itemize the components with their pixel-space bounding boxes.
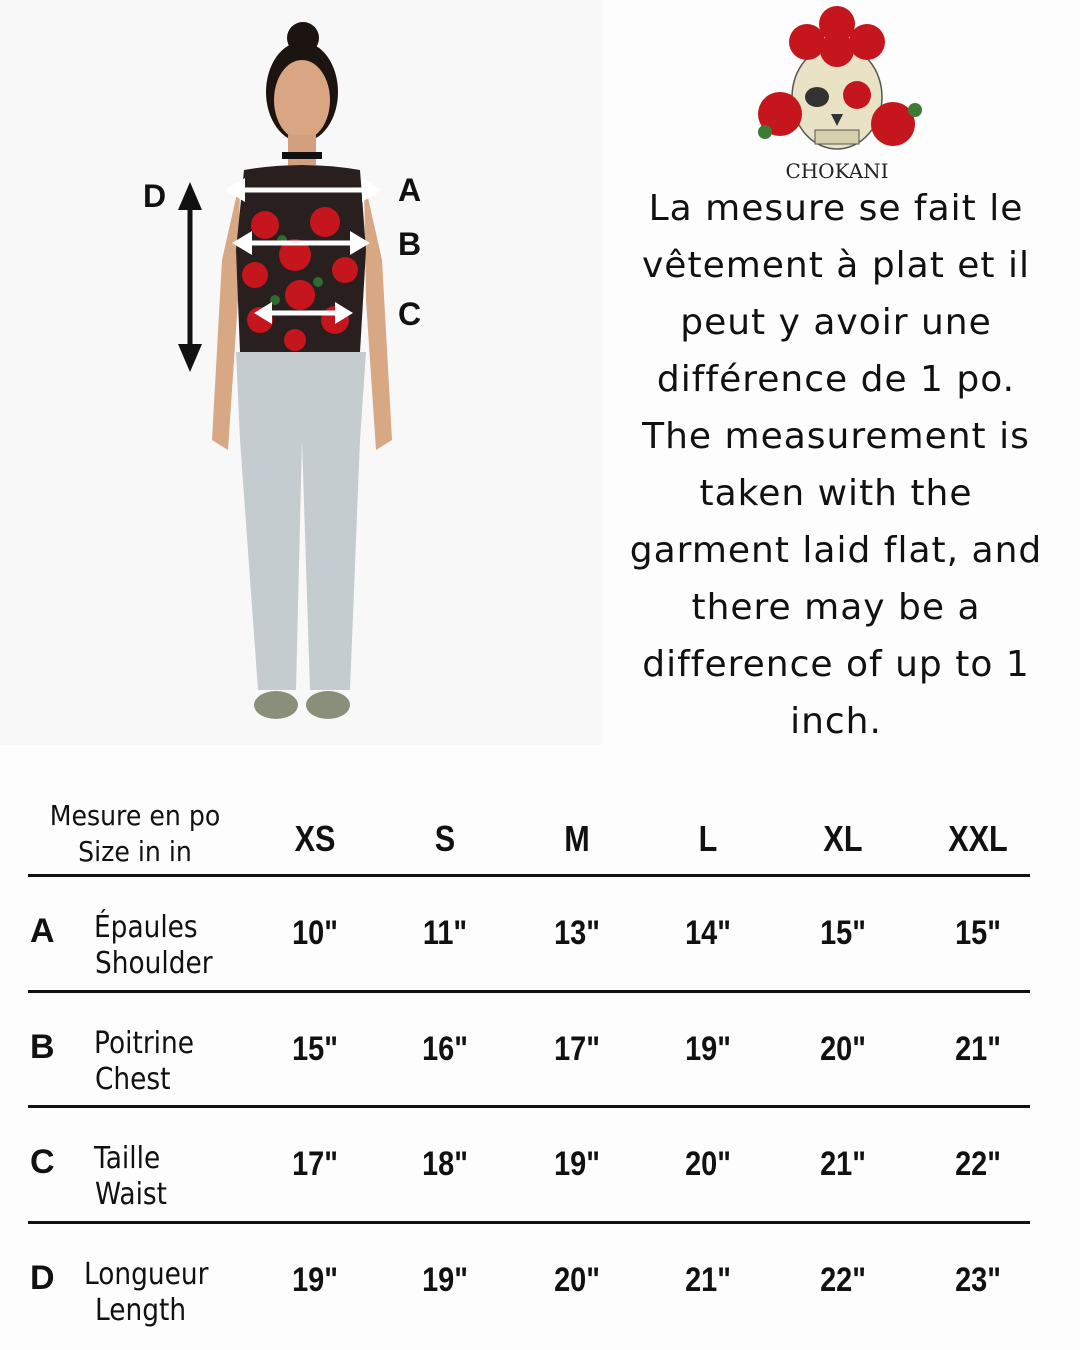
row-letter: C	[30, 1143, 55, 1181]
measurement-value: 15"	[292, 1030, 338, 1068]
measurement-note	[620, 180, 1052, 750]
note-line: peut y avoir une	[680, 302, 992, 343]
marker-d: D	[143, 178, 167, 214]
note-line: there may be a	[691, 587, 981, 628]
measurement-value: 20"	[820, 1030, 866, 1068]
measurement-value: 21"	[955, 1030, 1001, 1068]
header-label	[32, 798, 239, 870]
note-line: difference of up to 1	[642, 644, 1030, 685]
note-line: La mesure se fait le	[648, 188, 1024, 229]
note-line: vêtement à plat et il	[642, 245, 1030, 286]
measurement-value: 13"	[554, 914, 600, 952]
marker-a: A	[398, 172, 422, 208]
size-header-m: M	[564, 818, 590, 859]
row-divider	[28, 874, 1030, 877]
note-line: différence de 1 po.	[656, 359, 1016, 400]
size-header-xxl: XXL	[948, 818, 1008, 859]
measurement-value: 22"	[955, 1145, 1001, 1183]
measurement-value: 21"	[685, 1261, 731, 1299]
size-header-s: S	[434, 818, 456, 859]
measurement-value: 18"	[422, 1145, 468, 1183]
measurement-value: 19"	[422, 1261, 468, 1299]
row-letter: B	[30, 1028, 55, 1066]
measurement-value: 14"	[685, 914, 731, 952]
measurement-value: 19"	[685, 1030, 731, 1068]
header-label-fr: Mesure en po	[49, 799, 221, 832]
measurement-value: 15"	[820, 914, 866, 952]
measurement-value: 20"	[685, 1145, 731, 1183]
size-header-xs: XS	[294, 818, 336, 859]
row-label-fr: Taille	[94, 1141, 161, 1176]
measurement-value: 17"	[554, 1030, 600, 1068]
marker-b: B	[398, 226, 422, 262]
row-label-fr: Épaules	[94, 910, 198, 945]
row-divider	[28, 1221, 1030, 1224]
logo-wordmark: CHOKANI	[785, 159, 889, 183]
measurement-value: 20"	[554, 1261, 600, 1299]
row-label-en: Waist	[95, 1177, 168, 1212]
size-chart-table	[0, 760, 1058, 1350]
note-line: inch.	[790, 701, 882, 742]
marker-c: C	[398, 296, 422, 332]
measurement-value: 23"	[955, 1261, 1001, 1299]
skull-roses-logo-icon	[745, 2, 930, 187]
row-label-en: Chest	[95, 1062, 171, 1097]
row-label-fr: Longueur	[84, 1257, 209, 1292]
model-figure	[0, 0, 603, 745]
row-divider	[28, 1105, 1030, 1108]
row-letter: D	[30, 1259, 55, 1297]
row-letter: A	[30, 912, 55, 950]
size-header-xl: XL	[823, 818, 863, 859]
note-line: garment laid flat, and	[629, 530, 1043, 571]
measurement-value: 17"	[292, 1145, 338, 1183]
model-photo	[0, 0, 603, 745]
measurement-value: 16"	[422, 1030, 468, 1068]
note-line: taken with the	[699, 473, 973, 514]
note-line: The measurement is	[642, 416, 1030, 457]
measurement-value: 11"	[422, 914, 468, 952]
size-header-l: L	[698, 818, 718, 859]
measurement-value: 19"	[554, 1145, 600, 1183]
measurement-value: 21"	[820, 1145, 866, 1183]
row-label-en: Length	[95, 1293, 187, 1328]
measurement-value: 15"	[955, 914, 1001, 952]
row-label-en: Shoulder	[95, 946, 213, 981]
measurement-value: 10"	[292, 914, 338, 952]
row-divider	[28, 990, 1030, 993]
chokani-logo	[745, 2, 930, 187]
measurement-value: 22"	[820, 1261, 866, 1299]
measurement-value: 19"	[292, 1261, 338, 1299]
row-label-fr: Poitrine	[94, 1026, 194, 1061]
header-label-en: Size in in	[78, 835, 192, 868]
